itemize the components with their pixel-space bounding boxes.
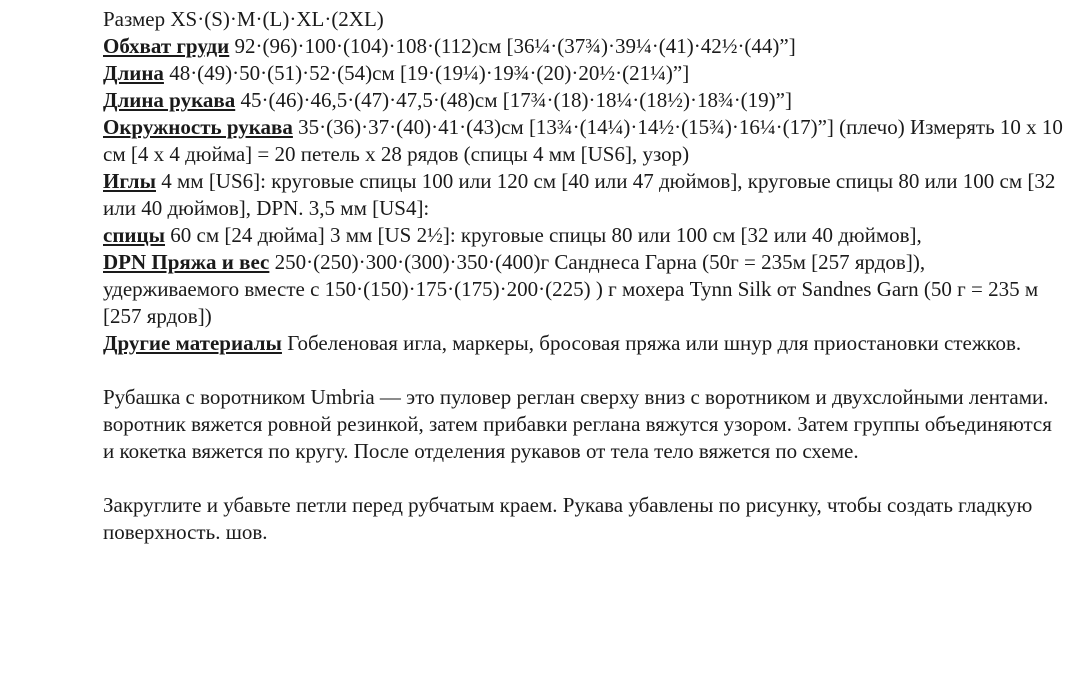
size-line: Размер XS·(S)·M·(L)·XL·(2XL) <box>103 7 384 31</box>
spec-needles <box>103 168 1063 222</box>
spec-dpn-needles <box>103 222 1063 249</box>
spec-other-materials <box>103 330 1063 357</box>
spec-value-chest: 92·(96)·100·(104)·108·(112)см [36¼·(37¾)·39¼·(41)·42½·(44)”] <box>229 34 796 58</box>
spec-value-sleeve-length: 45·(46)·46,5·(47)·47,5·(48)см [17¾·(18)·18¼·(18½)·18¾·(19)”] <box>235 88 792 112</box>
paragraph-spacer <box>103 357 1063 384</box>
spec-sleeve-circumference <box>103 114 1063 168</box>
spec-value-needles: 4 мм [US6]: круговые спицы 100 или 120 см [40 или 47 дюймов], круговые спицы 80 или 100 см [32 или 40 дюймов], DPN. 3,5 мм [US4]: <box>103 169 1056 220</box>
finishing-paragraph: Закруглите и убавьте петли перед рубчатым краем. Рукава убавлены по рисунку, чтобы создать гладкую поверхность. шов. <box>103 493 1033 544</box>
description-paragraph: Рубашка с воротником Umbria — это пуловер реглан сверху вниз с воротником и двухслойными лентами. воротник вяжется ровной резинкой, затем прибавки реглана вяжутся узором. Затем группы объединяются и кокетка вяжется по кругу. После отделения рукавов от тела тело вяжется по схеме. <box>103 385 1052 463</box>
spec-label-sleeve-circumference: Окружность рукава <box>103 115 293 139</box>
spec-label-other-materials: Другие материалы <box>103 331 282 355</box>
paragraph-spacer <box>103 465 1063 492</box>
spec-label-yarn: DPN Пряжа и вес <box>103 250 270 274</box>
spec-value-yarn: 250·(250)·300·(300)·350·(400)г Санднеса Гарна (50г = 235м [257 ярдов]), удерживаемого вместе с 150·(150)·175·(175)·200·(225) ) г мохера Tynn Silk от Sandnes Garn (50 г = 235 м [257 ярдов]) <box>103 250 1039 328</box>
spec-value-dpn-needles: 60 см [24 дюйма] 3 мм [US 2½]: круговые спицы 80 или 100 см [32 или 40 дюймов], <box>165 223 922 247</box>
spec-value-sleeve-circumference: 35·(36)·37·(40)·41·(43)см [13¾·(14¼)·14½·(15¾)·16¼·(17)”] (плечо) Измерять 10 x 10 см [4 x 4 дюйма] = 20 петель x 28 рядов (спицы 4 мм [US6], узор) <box>103 115 1063 166</box>
spec-label-length: Длина <box>103 61 164 85</box>
spec-yarn <box>103 249 1063 330</box>
spec-value-other-materials: Гобеленовая игла, маркеры, бросовая пряжа или шнур для приостановки стежков. <box>281 331 1022 355</box>
spec-label-sleeve-length: Длина рукава <box>103 88 236 112</box>
spec-label-dpn-needles: спицы <box>103 223 166 247</box>
spec-sleeve-length <box>103 87 1063 114</box>
spec-value-length: 48·(49)·50·(51)·52·(54)см [19·(19¼)·19¾·(20)·20½·(21¼)”] <box>163 61 690 85</box>
spec-chest <box>103 33 1063 60</box>
spec-label-chest: Обхват груди <box>103 34 230 58</box>
spec-label-needles: Иглы <box>103 169 156 193</box>
spec-length <box>103 60 1063 87</box>
pattern-document <box>103 6 1063 546</box>
